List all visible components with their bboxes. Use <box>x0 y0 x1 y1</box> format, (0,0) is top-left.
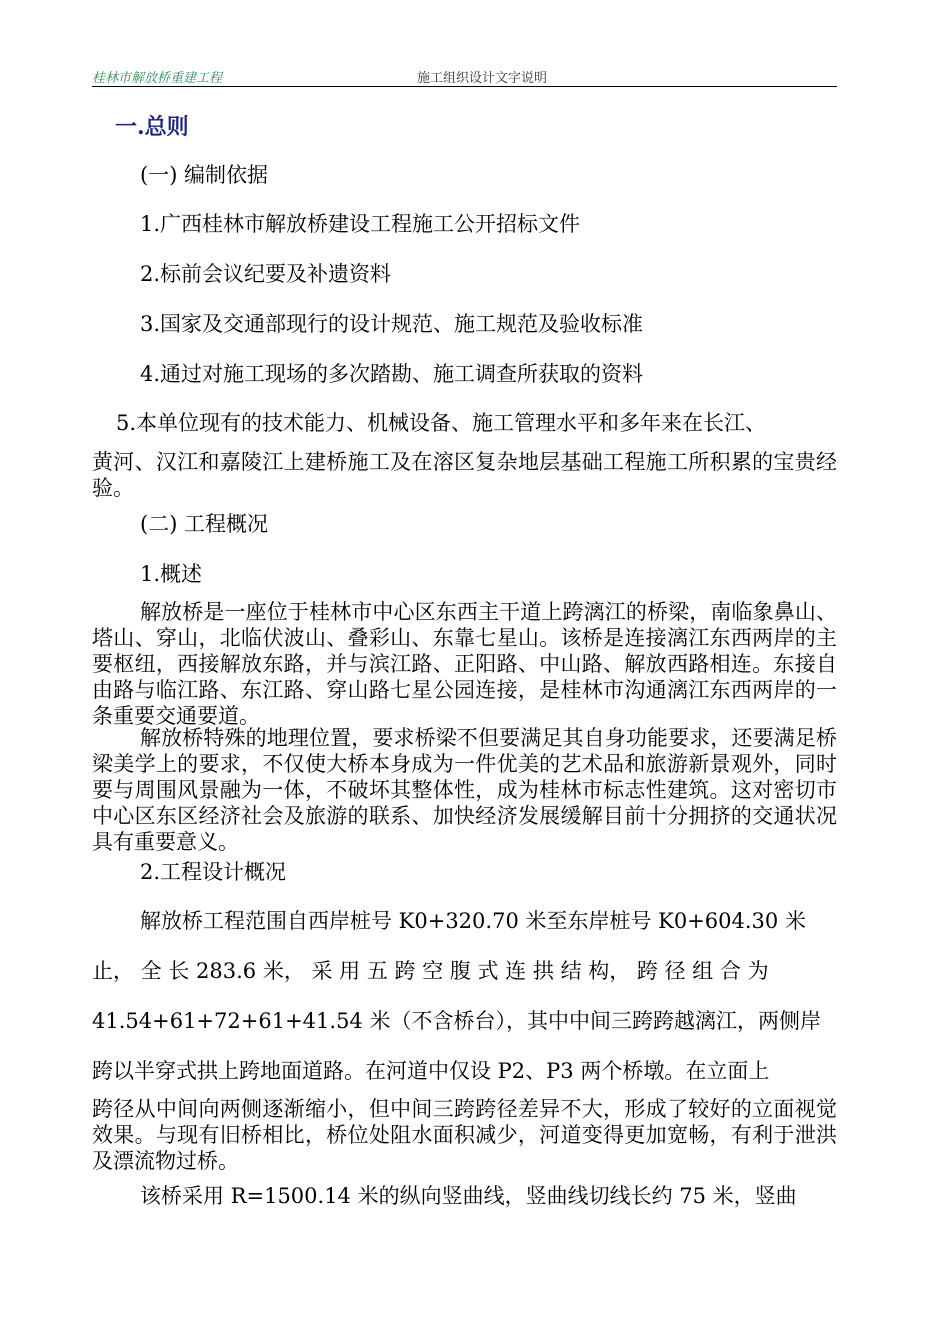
page-header <box>92 64 837 87</box>
basis-item-4: 4.通过对施工现场的多次踏勘、施工调查所获取的资料 <box>140 362 644 386</box>
header-doc-title: 施工组织设计文字说明 <box>417 71 548 86</box>
design-title: 2.工程设计概况 <box>140 860 287 884</box>
last-line: 该桥采用 R=1500.14 米的纵向竖曲线，竖曲线切线长约 75 米，竖曲 <box>140 1184 797 1208</box>
overview-paragraph-1: 解放桥是一座位于桂林市中心区东西主干道上跨漓江的桥梁，南临象鼻山、塔山、穿山，北临伏波山、叠彩山、东靠七星山。该桥是连接漓江东西两岸的主要枢纽，西接解放东路，并与滨江路、正阳路、中山路、解放西路相连。东接自由路与临江路、东江路、穿山路七星公园连接，是桂林市沟通漓江东西两岸的一条重要交通要道。 <box>92 600 837 728</box>
overview-paragraph-2: 解放桥特殊的地理位置，要求桥梁不但要满足其自身功能要求，还要满足桥梁美学上的要求，不仅使大桥本身成为一件优美的艺术品和旅游新景观外，同时要与周围风景融为一体，不破坏其整体性，成为桂林市标志性建筑。这对密切市中心区东区经济社会及旅游的联系、加快经济发展缓解目前十分拥挤的交通状况具有重要意义。 <box>92 726 837 854</box>
section-title: 一.总则 <box>115 114 189 140</box>
basis-item-3: 3.国家及交通部现行的设计规范、施工规范及验收标准 <box>140 312 644 336</box>
basis-item-2: 2.标前会议纪要及补遗资料 <box>140 262 392 286</box>
overview-title: 1.概述 <box>140 562 203 586</box>
design-paragraph-2: 跨径从中间向两侧逐渐缩小，但中间三跨跨径差异不大，形成了较好的立面视觉效果。与现有旧桥相比，桥位处阻水面积减少，河道变得更加宽畅，有利于泄洪及漂流物过桥。 <box>92 1097 837 1173</box>
basis-item-1: 1.广西桂林市解放桥建设工程施工公开招标文件 <box>140 212 581 236</box>
header-project-name: 桂林市解放桥重建工程 <box>92 71 223 86</box>
design-line-1: 解放桥工程范围自西岸桩号 K0+320.70 米至东岸桩号 K0+604.30 米 <box>140 909 806 933</box>
design-line-3: 41.54+61+72+61+41.54 米（不含桥台），其中中间三跨跨越漓江，两侧岸 <box>92 1009 821 1033</box>
basis-item-5-line1: 5.本单位现有的技术能力、机械设备、施工管理水平和多年来在长江、 <box>116 411 767 435</box>
design-line-4: 跨以半穿式拱上跨地面道路。在河道中仅设 P2、P3 两个桥墩。在立面上 <box>92 1059 770 1083</box>
subsection-title-basis: (一) 编制依据 <box>140 163 269 187</box>
design-line-2: 止， 全 长 283.6 米， 采 用 五 跨 空 腹 式 连 拱 结 构， 跨 径 组 合 为 <box>92 959 769 983</box>
subsection-title-overview: (二) 工程概况 <box>140 512 269 536</box>
basis-item-5-rest: 黄河、汉江和嘉陵江上建桥施工及在溶区复杂地层基础工程施工所积累的宝贵经验。 <box>92 450 837 500</box>
